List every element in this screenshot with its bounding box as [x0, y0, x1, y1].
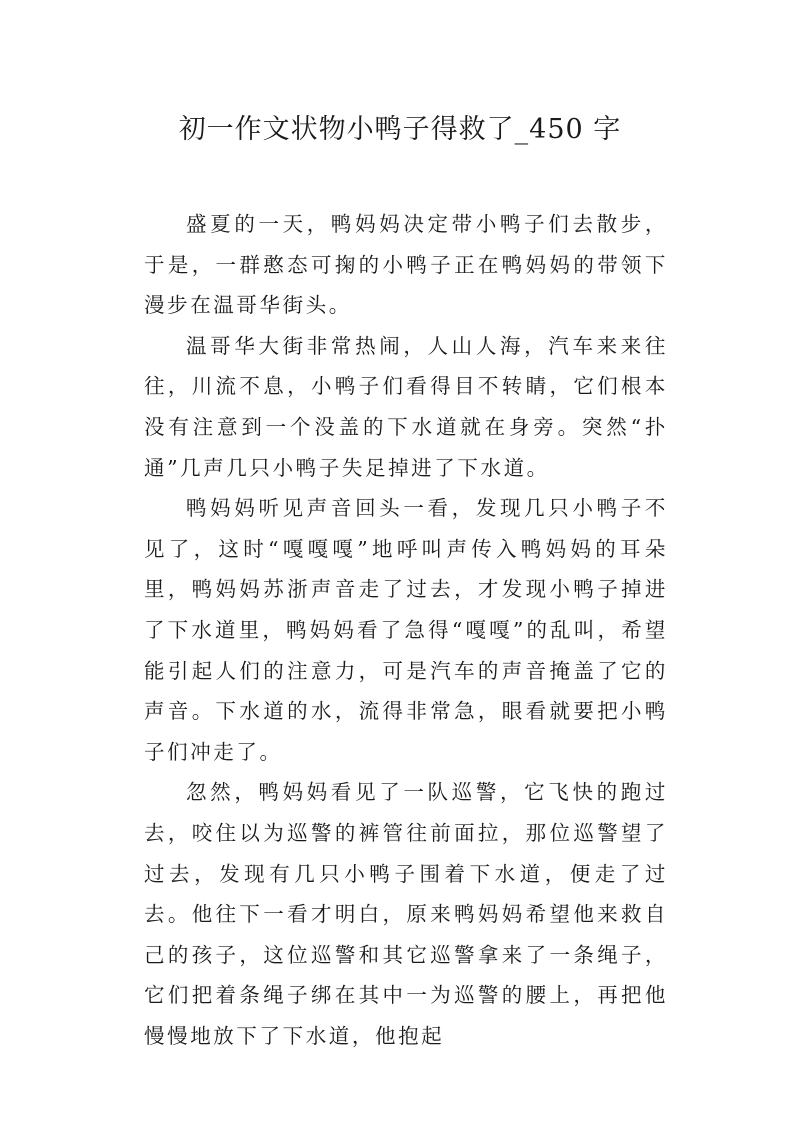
paragraph-4: 忽然，鸭妈妈看见了一队巡警，它飞快的跑过去，咬住以为巡警的裤管往前面拉，那位巡警望了过去，发现有几只小鸭子围着下水道，便走了过去。他往下一看才明白，原来鸭妈妈希望他来救自己的孩子，这位巡警和其它巡警拿来了一条绳子，它们把着条绳子绑在其中一为巡警的腰上，再把他慢慢地放下了下水道，他抱起 [144, 780, 668, 1048]
paragraph-1: 盛夏的一天，鸭妈妈决定带小鸭子们去散步，于是，一群憨态可掬的小鸭子正在鸭妈妈的带领下漫步在温哥华街头。 [144, 212, 668, 318]
document-body [144, 204, 668, 1056]
document-title: 初一作文状物小鸭子得救了_450 字 [178, 114, 622, 145]
paragraph-3: 鸭妈妈听见声音回头一看，发现几只小鸭子不见了，这时“嘎嘎嘎”地呼叫声传入鸭妈妈的耳朵里，鸭妈妈苏浙声音走了过去，才发现小鸭子掉进了下水道里，鸭妈妈看了急得“嘎嘎”的乱叫，希望能引起人们的注意力，可是汽车的声音掩盖了它的声音。下水道的水，流得非常急，眼看就要把小鸭子们冲走了。 [144, 496, 668, 764]
paragraph-2: 温哥华大街非常热闹，人山人海，汽车来来往往，川流不息，小鸭子们看得目不转睛，它们根本没有注意到一个没盖的下水道就在身旁。突然“扑通”几声几只小鸭子失足掉进了下水道。 [144, 333, 668, 480]
